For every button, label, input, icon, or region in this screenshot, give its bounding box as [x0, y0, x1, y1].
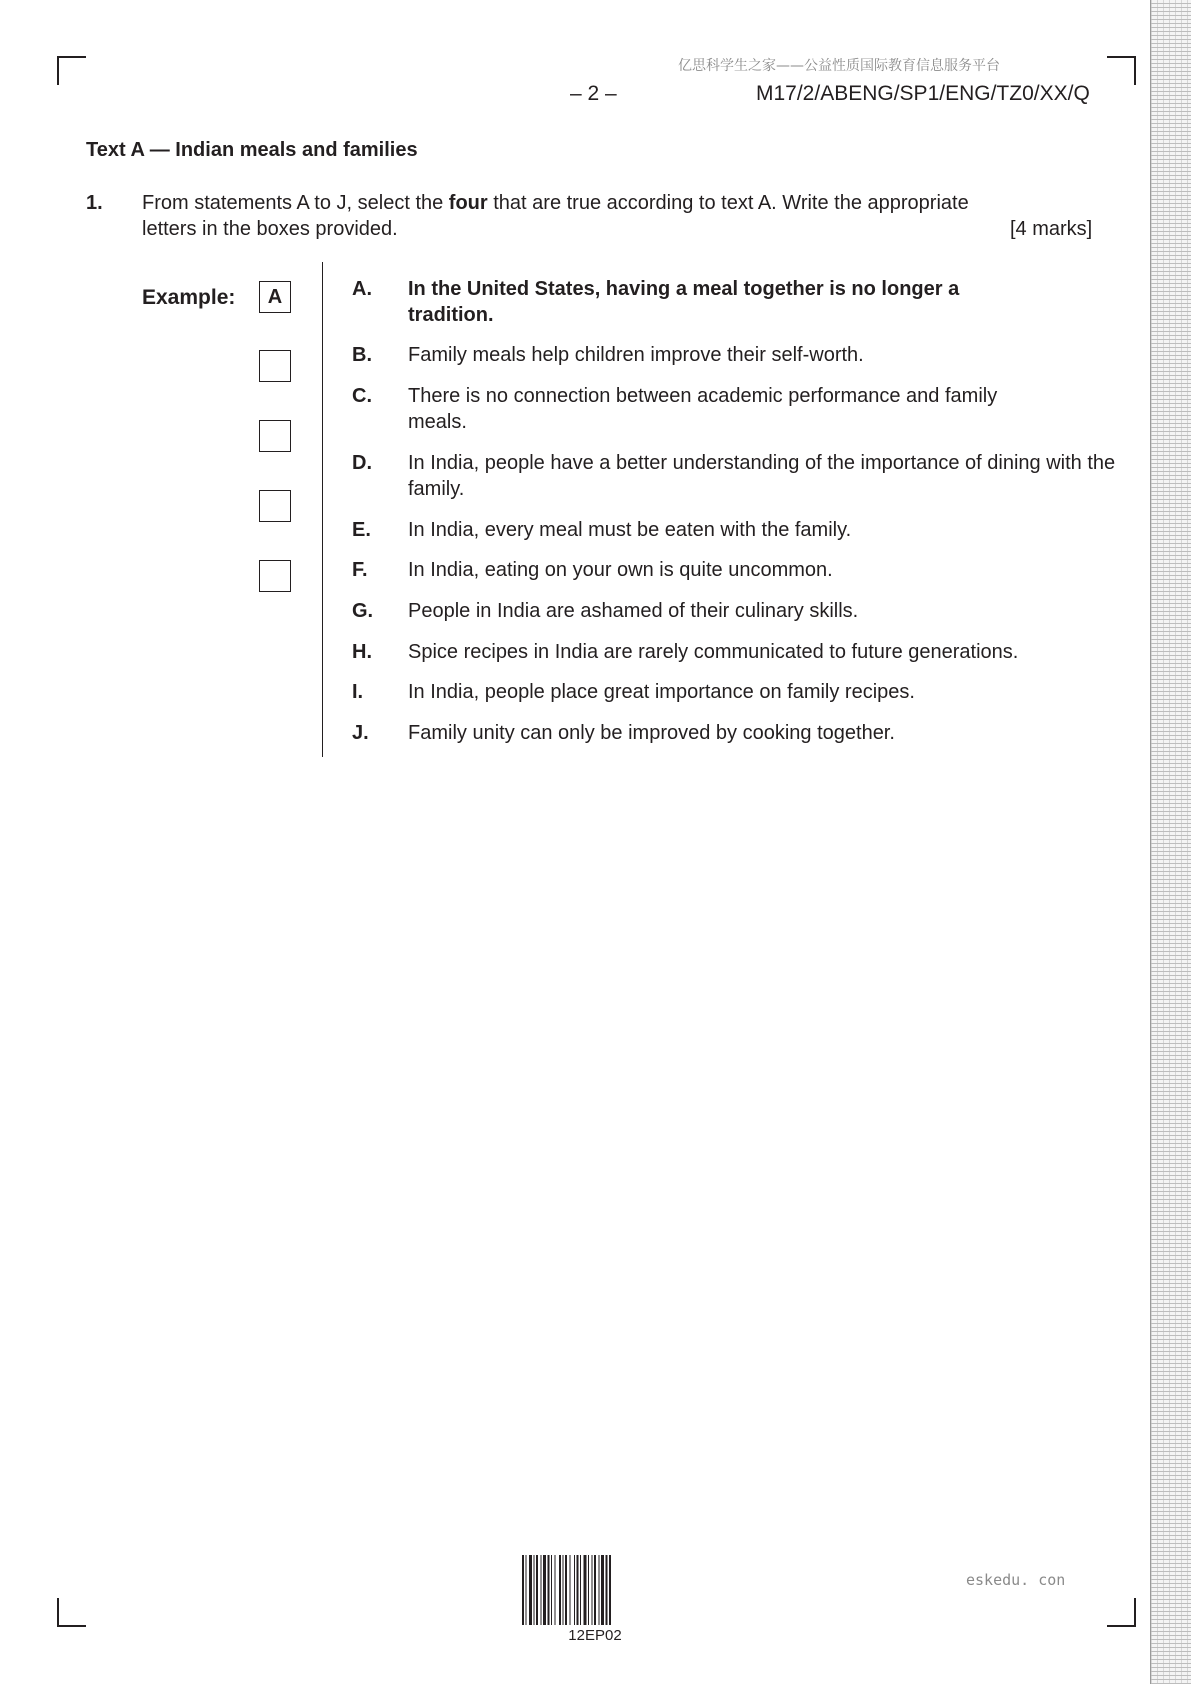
- answer-box-2[interactable]: [259, 420, 291, 452]
- crop-mark-bottom-right: [1107, 1598, 1136, 1627]
- statement-letter: I.: [352, 681, 364, 703]
- statement-text: There is no connection between academic performance and family meals.: [408, 385, 998, 433]
- statement-letter: F.: [352, 559, 368, 581]
- statement-text: In India, people place great importance on family recipes.: [408, 681, 915, 703]
- crop-mark-top-right: [1107, 56, 1136, 85]
- statement-text: In India, eating on your own is quite uncommon.: [408, 559, 833, 581]
- statement-letter: B.: [352, 344, 372, 366]
- page-number: – 2 –: [570, 82, 617, 105]
- binding-strip: [1150, 0, 1191, 1684]
- crop-mark-bottom-left: [57, 1598, 86, 1627]
- answer-box-3[interactable]: [259, 490, 291, 522]
- question-text-part2: that are true according to text A. Write the appropriate: [487, 192, 969, 214]
- question-number: 1.: [86, 192, 103, 214]
- barcode-number: 12EP02: [568, 1627, 622, 1644]
- statement-text: In the United States, having a meal together is no longer a tradition.: [408, 278, 960, 326]
- statement-letter: D.: [352, 452, 372, 474]
- barcode: [522, 1555, 668, 1625]
- statement-text: Family unity can only be improved by cooking together.: [408, 722, 895, 744]
- question-emphasis: four: [448, 192, 488, 214]
- question-marks: [4 marks]: [1010, 218, 1093, 240]
- statement-text: Spice recipes in India are rarely communicated to future generations.: [408, 641, 1019, 663]
- answer-box-1[interactable]: [259, 350, 291, 382]
- question-instruction-line2: letters in the boxes provided.: [142, 218, 398, 240]
- paper-code: M17/2/ABENG/SP1/ENG/TZ0/XX/Q: [756, 82, 1090, 105]
- statement-letter: H.: [352, 641, 372, 663]
- statement-letter: A.: [352, 278, 372, 300]
- statement-letter: G.: [352, 600, 374, 622]
- site-watermark: eskedu. con: [966, 1571, 1066, 1589]
- answer-box-4[interactable]: [259, 560, 291, 592]
- crop-mark-top-left: [57, 56, 86, 85]
- section-title: Text A — Indian meals and families: [86, 139, 418, 161]
- example-label: Example:: [142, 286, 236, 309]
- statement-letter: J.: [352, 722, 369, 744]
- statement-letter: C.: [352, 385, 372, 407]
- column-divider: [322, 262, 323, 757]
- statement-text: People in India are ashamed of their culinary skills.: [408, 600, 859, 622]
- statement-text: Family meals help children improve their self-worth.: [408, 344, 864, 366]
- example-answer-box: A: [259, 281, 291, 313]
- question-instruction: [142, 192, 969, 215]
- statement-text: In India, every meal must be eaten with the family.: [408, 519, 852, 541]
- watermark-text: 亿思科学生之家——公益性质国际教育信息服务平台: [678, 58, 1000, 74]
- question-text-part1: From statements A to J, select the: [142, 192, 449, 214]
- statement-text: In India, people have a better understanding of the importance of dining with the family.: [408, 452, 1116, 500]
- statement-letter: E.: [352, 519, 371, 541]
